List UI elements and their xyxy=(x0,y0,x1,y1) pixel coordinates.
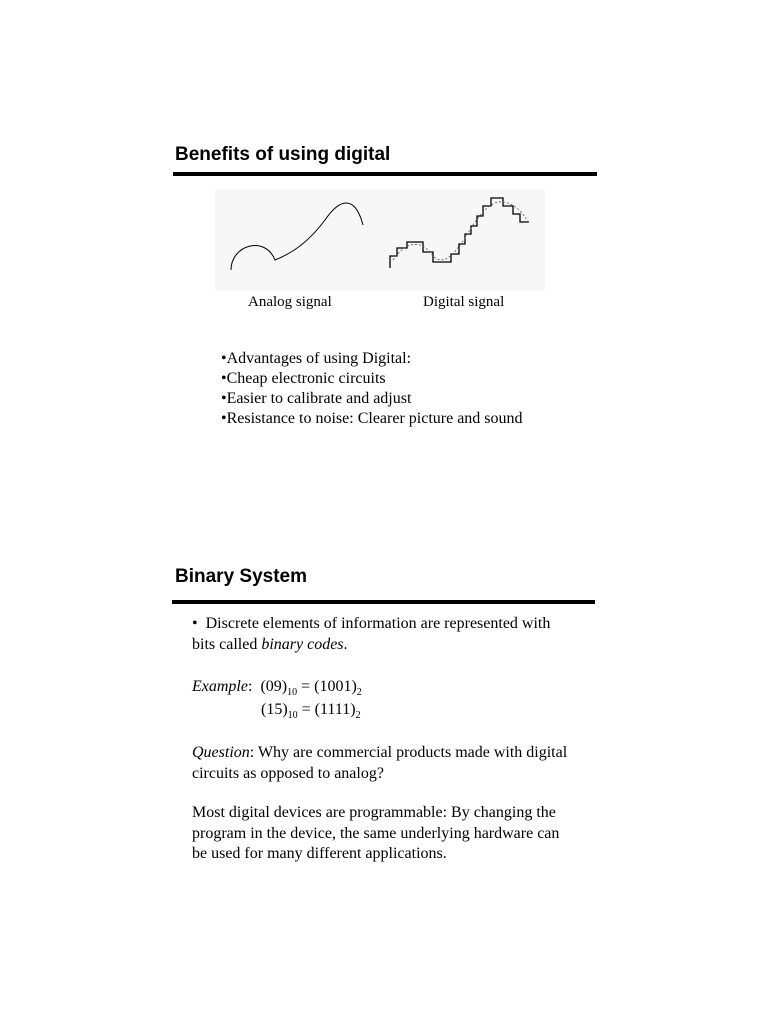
example-result: = (1001) xyxy=(301,678,357,695)
question-text: : Why are commercial products made with digital circuits as opposed to analog? xyxy=(192,744,568,782)
digital-signal-figure xyxy=(385,190,545,290)
list-item: • Resistance to noise: Clearer picture and sound xyxy=(221,409,523,429)
binary-codes-emphasis: binary codes xyxy=(261,635,344,653)
question-paragraph xyxy=(192,743,587,784)
example-result-base: 2 xyxy=(356,687,362,698)
list-item: • Advantages of using Digital: xyxy=(221,349,523,369)
section-divider xyxy=(173,172,597,176)
example-base: 10 xyxy=(287,687,298,698)
example-label: Example xyxy=(192,678,248,695)
section-title-benefits: Benefits of using digital xyxy=(175,144,391,165)
intro-text-end: . xyxy=(343,635,348,653)
bullet-mark: • xyxy=(192,615,198,632)
analog-caption: Analog signal xyxy=(248,294,332,310)
example-value: (09) xyxy=(260,678,288,695)
intro-paragraph xyxy=(192,614,572,655)
advantages-list xyxy=(221,349,523,429)
example-base: 10 xyxy=(287,709,298,721)
example-result: = (1111) xyxy=(301,700,356,718)
example-block xyxy=(192,677,362,722)
question-label: Question xyxy=(192,744,250,761)
section-divider xyxy=(172,600,595,604)
list-item: • Cheap electronic circuits xyxy=(221,369,523,389)
example-row xyxy=(192,700,362,723)
intro-text: Discrete elements of information are represented with bits called xyxy=(192,615,551,653)
section-title-binary-system: Binary System xyxy=(175,566,308,587)
digital-caption: Digital signal xyxy=(423,294,505,310)
example-value: (15) xyxy=(261,700,288,718)
list-item: • Easier to calibrate and adjust xyxy=(221,389,523,409)
example-result-base: 2 xyxy=(355,709,361,721)
example-row: Example: $(09)_{10} = (1001)_2$ xyxy=(192,678,362,698)
analog-signal-figure xyxy=(215,190,385,290)
closing-paragraph: Most digital devices are programmable: By changing the program in the device, the same underlying hardware can be used for many different applications. xyxy=(192,804,560,862)
